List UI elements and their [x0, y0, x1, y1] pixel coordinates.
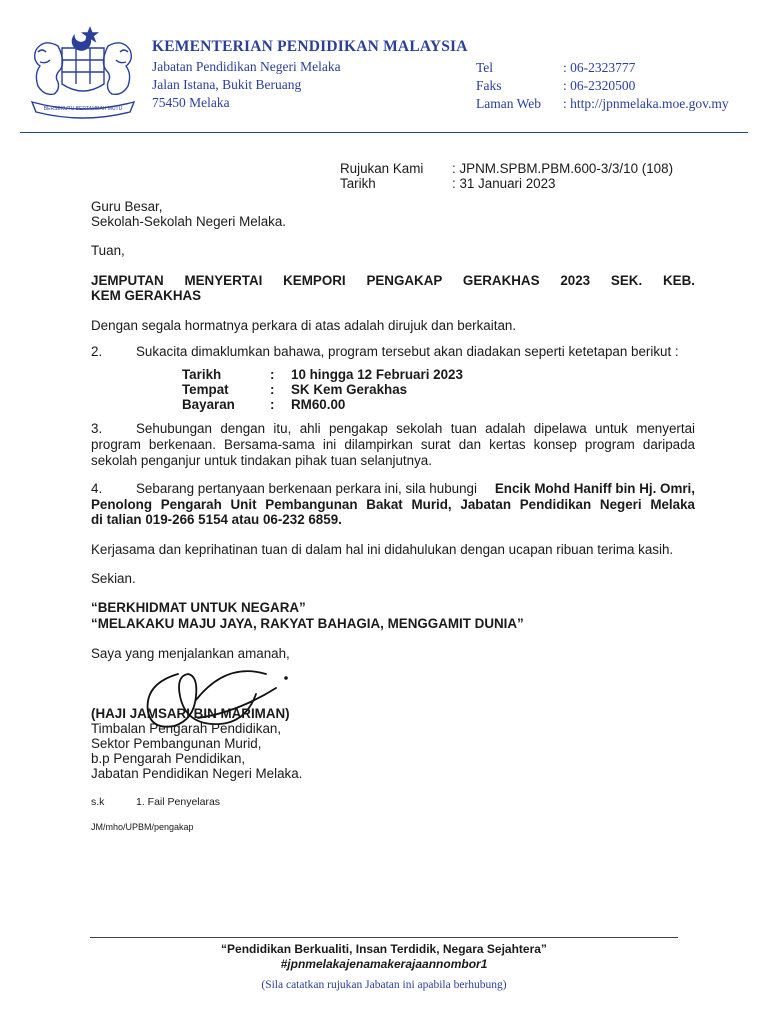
paragraph-2-number: 2. — [91, 344, 103, 359]
address-line-1: Jabatan Pendidikan Negeri Melaka — [152, 59, 341, 74]
detail-value-place: SK Kem Gerakhas — [291, 382, 408, 397]
footer-divider — [90, 937, 678, 938]
detail-value-date: 10 hingga 12 Februari 2023 — [291, 367, 463, 382]
cc-item: 1. Fail Penyelaras — [136, 796, 221, 808]
recipient-line-2: Sekolah-Sekolah Negeri Melaka. — [91, 214, 287, 229]
paragraph-2-text: Sukacita dimaklumkan bahawa, program tersebut akan diadakan seperti ketetapan berikut : — [136, 344, 679, 359]
paragraph-4-line-1-text: Sebarang pertanyaan berkenaan perkara ini, sila hubungi — [136, 481, 477, 496]
tel-label: Tel — [476, 60, 494, 75]
motto-line-1: “BERKHIDMAT UNTUK NEGARA” — [91, 600, 306, 615]
paragraph-3-number: 3. — [91, 421, 103, 436]
signatory-name: (HAJI JAMSARI BIN MARIMAN) — [91, 706, 290, 721]
paragraph-4-line-3: di talian 019-266 5154 atau 06-232 6859. — [91, 512, 342, 527]
detail-label-fee: Bayaran — [182, 397, 235, 412]
detail-sep-fee: : — [270, 397, 275, 412]
paragraph-4-number: 4. — [91, 481, 103, 496]
paragraph-4-line-1 — [136, 481, 695, 496]
recipient-line-1: Guru Besar, — [91, 199, 163, 214]
address-line-2: Jalan Istana, Bukit Beruang — [152, 77, 302, 92]
address-line-3: 75450 Melaka — [152, 95, 230, 110]
file-reference: JM/mho/UPBM/pengakap — [91, 822, 194, 832]
header-divider — [20, 132, 748, 133]
motto-line-2: “MELAKAKU MAJU JAYA, RAKYAT BAHAGIA, MENGGAMIT DUNIA” — [91, 616, 524, 631]
paragraph-3-line-3: sekolah penganjur untuk tindakan pihak tuan selanjutnya. — [91, 453, 432, 468]
crest-motto: BERSEKUTU BERTAMBAH MUTU — [43, 106, 123, 112]
tel-value: : 06-2323777 — [563, 60, 636, 75]
subject-line-2: KEM GERAKHAS — [91, 288, 202, 303]
closing: Sekian. — [91, 571, 136, 586]
footer-motto: “Pendidikan Berkualiti, Insan Terdidik, Negara Sejahtera” — [221, 942, 547, 956]
detail-sep-date: : — [270, 367, 275, 382]
paragraph-1: Dengan segala hormatnya perkara di atas adalah dirujuk dan berkaitan. — [91, 318, 517, 333]
fax-label: Faks — [476, 78, 502, 93]
fax-value: : 06-2320500 — [563, 78, 636, 93]
contact-person-name: Encik Mohd Haniff bin Hj. Omri, — [494, 481, 695, 496]
malaysia-coat-of-arms-icon — [24, 22, 142, 120]
website-label: Laman Web — [476, 96, 542, 111]
cc-label: s.k — [91, 796, 105, 808]
date-value: : 31 Januari 2023 — [452, 176, 556, 191]
detail-label-date: Tarikh — [182, 367, 222, 382]
signatory-title-1: Timbalan Pengarah Pendidikan, — [91, 721, 282, 736]
detail-label-place: Tempat — [182, 382, 229, 397]
date-label: Tarikh — [340, 176, 376, 191]
detail-value-fee: RM60.00 — [291, 397, 346, 412]
paragraph-4-line-2: Penolong Pengarah Unit Pembangunan Bakat Murid, Jabatan Pendidikan Negeri Melaka — [91, 497, 695, 512]
signatory-title-2: Sektor Pembangunan Murid, — [91, 736, 262, 751]
signatory-title-4: Jabatan Pendidikan Negeri Melaka. — [91, 766, 303, 781]
ministry-name: KEMENTERIAN PENDIDIKAN MALAYSIA — [152, 38, 468, 55]
footer-note: (Sila catatkan rujukan Jabatan ini apabila berhubung) — [261, 979, 507, 991]
paragraph-3-line-2: program berkenaan. Bersama-sama ini dilampirkan surat dan kertas konsep program daripada — [91, 437, 695, 452]
subject-line-1: JEMPUTAN MENYERTAI KEMPORI PENGAKAP GERAKHAS 2023 SEK. KEB. — [91, 273, 695, 288]
signatory-title-3: b.p Pengarah Pendidikan, — [91, 751, 246, 766]
website-link[interactable]: : http://jpnmelaka.moe.gov.my — [563, 96, 729, 111]
paragraph-3-line-1: Sehubungan dengan itu, ahli pengakap sekolah tuan adalah dipelawa untuk menyertai — [136, 421, 695, 436]
detail-sep-place: : — [270, 382, 275, 397]
salutation: Tuan, — [91, 243, 125, 258]
ref-value: : JPNM.SPBM.PBM.600-3/3/10 (108) — [452, 161, 674, 176]
footer-hashtag: #jpnmelakajenamakerajaannombor1 — [280, 957, 488, 971]
ref-label: Rujukan Kami — [340, 161, 424, 176]
paragraph-5: Kerjasama dan keprihatinan tuan di dalam hal ini didahulukan dengan ucapan ribuan terima kasih. — [91, 542, 674, 557]
trust-line: Saya yang menjalankan amanah, — [91, 646, 290, 661]
